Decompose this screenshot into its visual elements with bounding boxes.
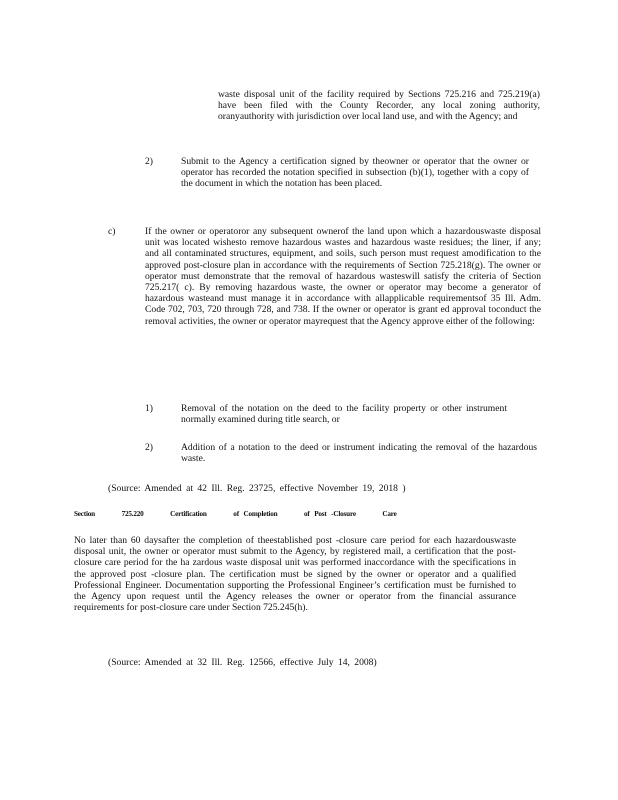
item-c-text: If the owner or operatoror any subsequent ownerof the land upon which a hazardouswaste disposal unit was located wishesto remove hazardous wastes and hazardous waste residues; the liner, if any; and all contaminated structures, equipment, and soils, such person must request amodification to the approved post-closure plan in accordance with the requirements of Section 725.218(g). The owner or operator must demonstrate that the removal of hazardous wasteswill satisfy the criteria of Section 725.217( c). By removing hazardous waste, the owner or operator may become a generator of hazardous wasteand must manage it in accordance with allapplicable requirementsof 35 Ill. Adm. Code 702, 703, 720 through 728, and 738. If the owner or operator is grant ed approval toconduct the removal activities, the owner or operator mayrequest that the Agency approve either of the following: (145, 226, 541, 327)
item-c-marker: c) (108, 226, 116, 237)
source-note-1: (Source: Amended at 42 Ill. Reg. 23725, effective November 19, 2018 ) (108, 483, 406, 494)
item-2-marker: 2) (145, 156, 153, 167)
item-2-text: Submit to the Agency a certification signed by theowner or operator that the owner or operator has recorded the notation specified in subsection (b)(1), together with a copy of the document in which the notation has been placed. (181, 156, 529, 190)
section-title-part-1: Certification (170, 510, 207, 518)
section-heading (74, 509, 419, 520)
sub-item-2-text: Addition of a notation to the deed or instrument indicating the removal of the hazardous waste. (181, 442, 537, 465)
section-title-part-3: of Post -Closure (304, 510, 356, 518)
section-number: 725.220 (121, 510, 144, 518)
sub-item-1-marker: 1) (145, 403, 153, 414)
section-title-part-2: of Completion (233, 510, 278, 518)
continued-paragraph: waste disposal unit of the facility required by Sections 725.216 and 725.219(a) have been filed with the County Recorder, any local zoning authority, oranyauthority with jurisdiction over local land use, and with the Agency; and (218, 89, 540, 123)
source-note-2: (Source: Amended at 32 Ill. Reg. 12566, effective July 14, 2008) (108, 657, 377, 668)
section-label: Section (74, 510, 95, 518)
section-body: No later than 60 daysafter the completion of theestablished post -closure care period for each hazardouswaste disposal unit, the owner or operator must submit to the Agency, by registered mail, a certification that the post-closure care period for the ha zardous waste disposal unit was performed inaccordance with the specifications in the approved post -closure plan. The certification must be signed by the owner or operator and a qualified Professional Engineer. Documentation supporting the Professional Engineer’s certification must be furnished to the Agency upon request until the Agency releases the owner or operator from the financial assurance requirements for post-closure care under Section 725.245(h). (74, 535, 516, 614)
section-title-part-4: Care (382, 510, 397, 518)
sub-item-2-marker: 2) (145, 442, 153, 453)
sub-item-1-text: Removal of the notation on the deed to the facility property or other instrument normally examined during title search, or (181, 403, 507, 426)
